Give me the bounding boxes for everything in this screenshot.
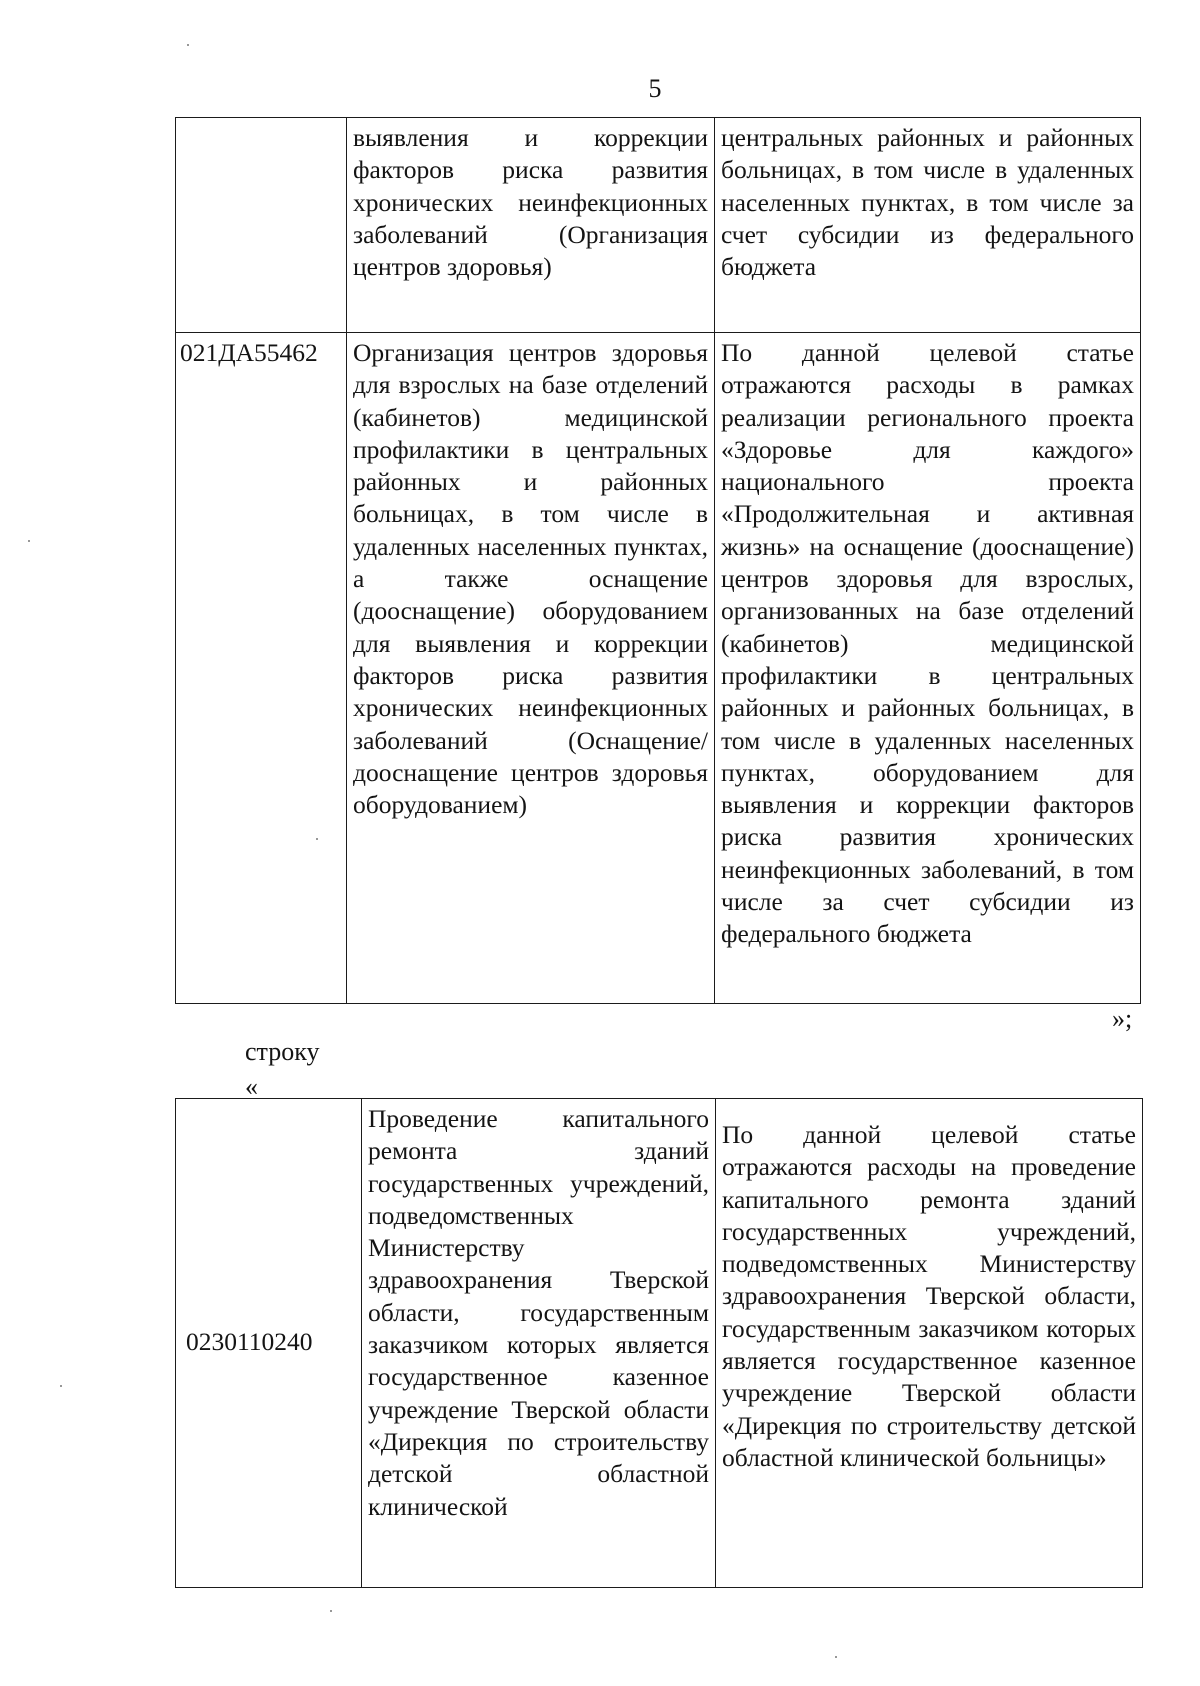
article-code-cell [176,118,347,333]
article-description-cell: центральных районных и районных больницах, в том числе в удаленных населенных пунктах, в том числе за счет субсидии из федерального бюджета [715,118,1141,333]
article-description-cell: По данной целевой статье отражаются расходы на проведение капитального ремонта зданий государственных учреждений, подведомственных Министерству здравоохранения Тверской области, государственным заказчиком которых является государственное казенное учреждение Тверской области «Дирекция по строительству детской областной клинической больницы» [716,1099,1143,1588]
closing-quote: »; [1112,1004,1133,1033]
table-row [176,1099,1143,1588]
opening-quote: « [245,1072,258,1101]
target-articles-table-2 [175,1098,1143,1588]
scan-speck [330,1610,332,1612]
scan-speck [316,838,318,840]
article-name-cell: Проведение капитального ремонта зданий государственных учреждений, подведомственных Министерству здравоохранения Тверской области, государственным заказчиком которых является государственное казенное учреждение Тверской области «Дирекция по строительству детской областной клинической [362,1099,716,1588]
table-row [176,333,1141,1004]
stroku-label: строку [245,1037,320,1066]
article-name-cell: выявления и коррекции факторов риска развития хронических неинфекционных заболеваний (Организация центров здоровья) [347,118,715,333]
scan-speck [187,44,189,46]
scan-speck [28,540,30,542]
page-number: 5 [648,74,662,103]
table-row [176,118,1141,333]
article-name-cell: Организация центров здоровья для взрослых на базе отделений (кабинетов) медицинской профилактики в центральных районных и районных больницах, в том числе в удаленных населенных пунктах, а также оснащение (дооснащение) оборудованием для выявления и коррекции факторов риска развития хронических неинфекционных заболеваний (Оснащение/дооснащение центров здоровья оборудованием) [347,333,715,1004]
target-articles-table-1 [175,117,1141,1004]
article-description-cell: По данной целевой статье отражаются расходы в рамках реализации регионального проекта «Здоровье для каждого» национального проекта «Продолжительная и активная жизнь» на оснащение (дооснащение) центров здоровья для взрослых, организованных на базе отделений (кабинетов) медицинской профилактики в центральных районных и районных больницах, в том числе в удаленных населенных пунктах, оборудованием для выявления и коррекции факторов риска развития хронических неинфекционных заболеваний, в том числе за счет субсидии из федерального бюджета [715,333,1141,1004]
article-code-cell: 0230110240 [176,1099,362,1588]
article-code-cell: 021ДА55462 [176,333,347,1004]
scan-speck [60,1385,62,1387]
scan-speck [835,1656,837,1658]
